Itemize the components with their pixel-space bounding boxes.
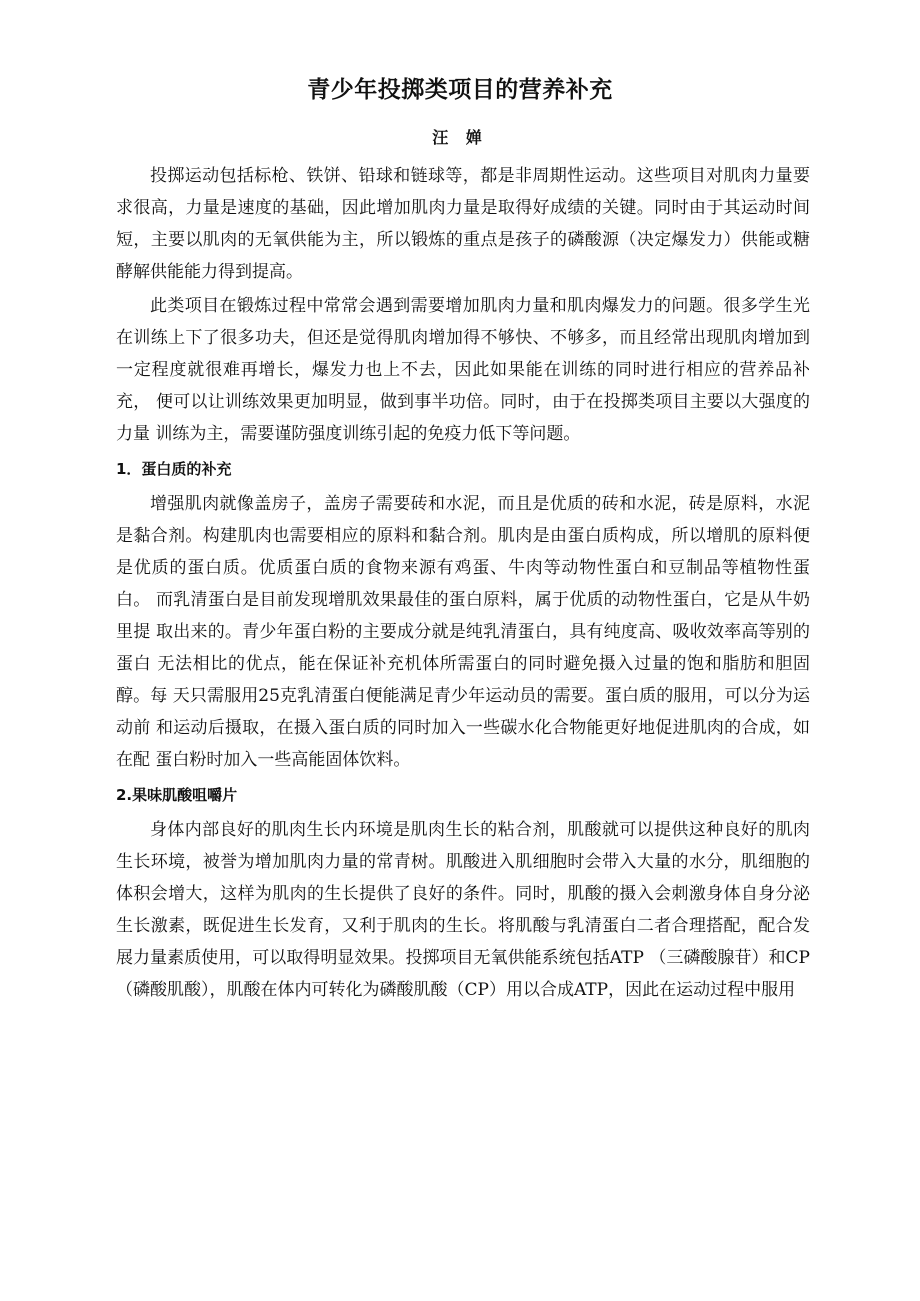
intro-paragraph: 投掷运动包括标枪、铁饼、铅球和链球等，都是非周期性运动。这些项目对肌肉力量要求很高，力量是速度的基础，因此增加肌肉力量是取得好成绩的关键。同时由于其运动时间短，主要以肌肉的无氧供能为主，所以锻炼的重点是孩子的磷酸源（决定爆发力）供能或糖酵解供能能力得到提高。 — [116, 166, 810, 282]
author-name: 汪 婵 — [432, 128, 488, 147]
document-body — [116, 160, 810, 1006]
training-paragraph: 此类项目在锻炼过程中常常会遇到需要增加肌肉力量和肌肉爆发力的问题。很多学生光在训练上下了很多功夫，但还是觉得肌肉增加得不够快、不够多，而且经常出现肌肉增加到一定程度就很难再增长，爆发力也上不去，因此如果能在训练的同时进行相应的营养品补充， 便可以让训练效果更加明显，做到事半功倍。同时，由于在投掷类项目主要以大强度的力量 训练为主，需要谨防强度训练引起的免疫力低下等问题。 — [116, 296, 810, 444]
creatine-paragraph: 身体内部良好的肌肉生长内环境是肌肉生长的粘合剂，肌酸就可以提供这种良好的肌肉生长环境，被誉为增加肌肉力量的常青树。肌酸进入肌细胞时会带入大量的水分，肌细胞的体积会增大，这样为肌肉的生长提供了良好的条件。同时，肌酸的摄入会刺激身体自身分泌生长激素，既促进生长发育，又利于肌肉的生长。将肌酸与乳清蛋白二者合理搭配，配合发展力量素质使用，可以取得明显效果。投掷项目无氧供能系统包括ATP （三磷酸腺苷）和CP（磷酸肌酸），肌酸在体内可转化为磷酸肌酸（CP）用以合成ATP，因此在运动过程中服用 — [116, 820, 810, 1000]
protein-paragraph: 增强肌肉就像盖房子，盖房子需要砖和水泥，而且是优质的砖和水泥，砖是原料，水泥是黏合剂。构建肌肉也需要相应的原料和黏合剂。肌肉是由蛋白质构成，所以增肌的原料便是优质的蛋白质。优质蛋白质的食物来源有鸡蛋、牛肉等动物性蛋白和豆制品等植物性蛋白。 而乳清蛋白是目前发现增肌效果最佳的蛋白原料，属于优质的动物性蛋白，它是从牛奶里提 取出来的。青少年蛋白粉的主要成分就是纯乳清蛋白，具有纯度高、吸收效率高等别的蛋白 无法相比的优点，能在保证补充机体所需蛋白的同时避免摄入过量的饱和脂肪和胆固醇。每 天只需服用25克乳清蛋白便能满足青少年运动员的需要。蛋白质的服用，可以分为运动前 和运动后摄取，在摄入蛋白质的同时加入一些碳水化合物能更好地促进肌肉的合成，如在配 蛋白粉时加入一些高能固体饮料。 — [116, 494, 810, 770]
document-title: 青少年投掷类项目的营养补充 — [307, 77, 613, 103]
section-heading-creatine: 2.果味肌酸咀嚼片 — [116, 786, 238, 804]
section-heading-protein: 1．蛋白质的补充 — [116, 460, 232, 478]
